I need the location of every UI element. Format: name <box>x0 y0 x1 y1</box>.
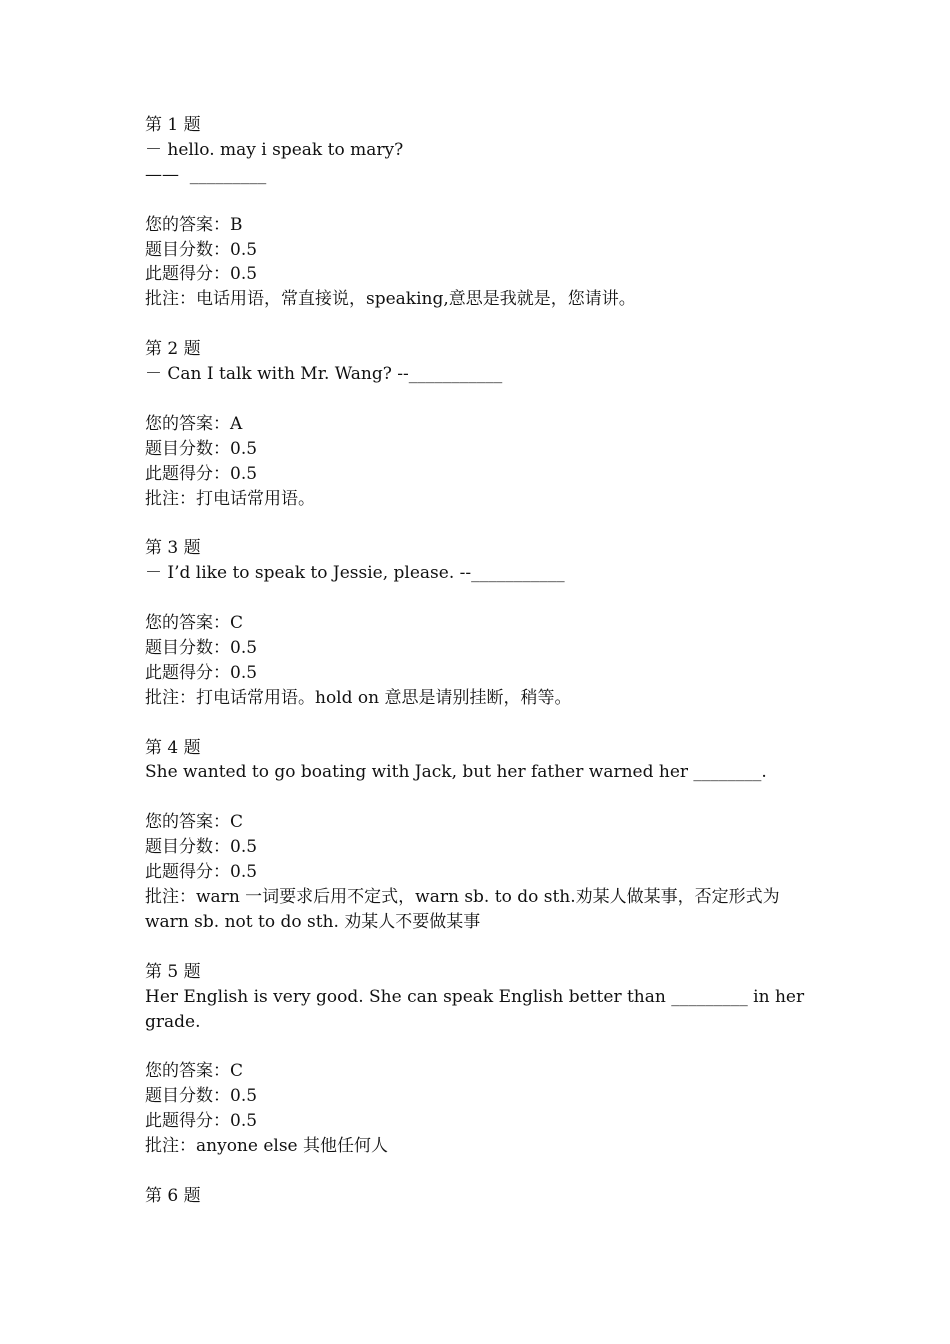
spacer <box>145 188 810 213</box>
question-score: 题目分数：0.5 <box>145 637 258 658</box>
question-number: 第 5 题 <box>145 961 201 982</box>
question-score: 题目分数：0.5 <box>145 1086 258 1107</box>
your-answer: 您的答案：C <box>145 812 244 833</box>
question-stem: Her English is very good. She can speak English better than _________ in her grade. <box>145 986 810 1032</box>
your-answer: 您的答案：C <box>145 613 244 634</box>
your-answer: 您的答案：C <box>145 1061 244 1082</box>
question-score: 题目分数：0.5 <box>145 239 258 260</box>
question-6 <box>145 1184 810 1209</box>
question-4 <box>145 736 810 935</box>
question-number: 第 2 题 <box>145 339 201 360</box>
question-stem: —— _________ <box>145 164 267 185</box>
your-answer: 您的答案：B <box>145 214 243 235</box>
earned-score: 此题得分：0.5 <box>145 862 258 883</box>
annotation: 批注：anyone else 其他任何人 <box>145 1136 389 1157</box>
question-number: 第 4 题 <box>145 737 201 758</box>
question-3 <box>145 536 810 710</box>
question-stem: She wanted to go boating with Jack, but her father warned her ________. <box>145 762 767 783</box>
question-number: 第 3 题 <box>145 538 201 559</box>
annotation: 批注：打电话常用语。 <box>145 488 315 509</box>
spacer <box>145 387 810 412</box>
question-score: 题目分数：0.5 <box>145 438 258 459</box>
question-stem: － hello. may i speak to mary? <box>145 139 404 160</box>
question-stem: － Can I talk with Mr. Wang? --___________ <box>145 364 503 385</box>
spacer <box>145 1034 810 1059</box>
question-1 <box>145 113 810 312</box>
spacer <box>145 586 810 611</box>
annotation: 批注：warn 一词要求后用不定式，warn sb. to do sth.劝某人做某事，否定形式为 warn sb. not to do sth. 劝某人不要做某事 <box>145 886 786 932</box>
annotation: 批注：打电话常用语。hold on 意思是请别挂断，稍等。 <box>145 687 572 708</box>
question-5 <box>145 960 810 1159</box>
earned-score: 此题得分：0.5 <box>145 662 258 683</box>
question-stem: － I’d like to speak to Jessie, please. --___________ <box>145 563 565 584</box>
annotation: 批注：电话用语，常直接说，speaking,意思是我就是，您请讲。 <box>145 289 636 310</box>
question-2 <box>145 337 810 511</box>
spacer <box>145 785 810 810</box>
earned-score: 此题得分：0.5 <box>145 264 258 285</box>
earned-score: 此题得分：0.5 <box>145 463 258 484</box>
quiz-results-document <box>145 113 810 1234</box>
earned-score: 此题得分：0.5 <box>145 1111 258 1132</box>
your-answer: 您的答案：A <box>145 413 243 434</box>
question-score: 题目分数：0.5 <box>145 837 258 858</box>
question-number: 第 1 题 <box>145 115 201 135</box>
question-number: 第 6 题 <box>145 1185 201 1206</box>
